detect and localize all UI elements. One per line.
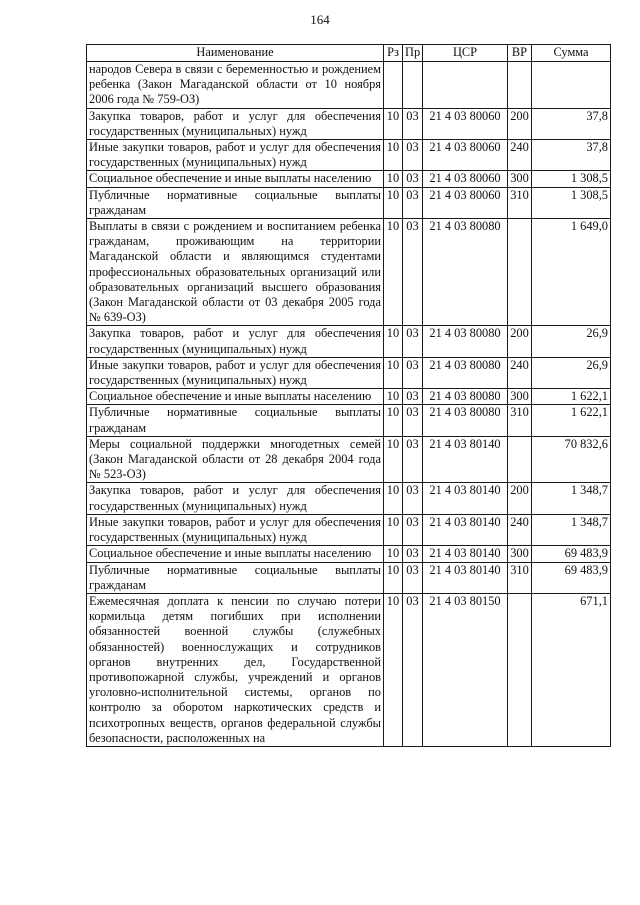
table-row (87, 140, 611, 171)
table-row (87, 357, 611, 388)
row-name: Публичные нормативные социальные выплаты гражданам (87, 187, 384, 218)
row-rz: 10 (384, 108, 403, 139)
row-pr (403, 62, 423, 109)
row-name: народов Севера в связи с беременностью и рождением ребенка (Закон Магаданской области от 10 ноября 2006 года № 759-ОЗ) (87, 62, 384, 109)
row-sum: 37,8 (532, 140, 611, 171)
table-row (87, 593, 611, 746)
row-rz: 10 (384, 357, 403, 388)
row-vr: 300 (508, 171, 532, 187)
row-rz: 10 (384, 546, 403, 562)
table-row (87, 436, 611, 483)
row-pr: 03 (403, 171, 423, 187)
row-rz (384, 62, 403, 109)
row-csr: 21 4 03 80080 (423, 389, 508, 405)
table-row (87, 514, 611, 545)
table-row (87, 187, 611, 218)
row-vr (508, 219, 532, 326)
row-vr: 300 (508, 389, 532, 405)
row-rz: 10 (384, 140, 403, 171)
budget-table (86, 44, 611, 747)
row-csr: 21 4 03 80060 (423, 187, 508, 218)
row-csr: 21 4 03 80140 (423, 436, 508, 483)
row-name: Ежемесячная доплата к пенсии по случаю потери кормильца детям погибших при исполнении обязанностей военной службы (служебных обязанностей) военнослужащих и сотрудников органов внутренних дел, Государственной противопожарной службы, учреждений и органов уголовно-исполнительной системы, органов по контролю за оборотом наркотических средств и психотропных веществ, органов федеральной службы безопасности, расположенных на (87, 593, 384, 746)
row-rz: 10 (384, 436, 403, 483)
row-rz: 10 (384, 326, 403, 357)
row-sum: 1 649,0 (532, 219, 611, 326)
header-vr: ВР (508, 45, 532, 62)
row-csr: 21 4 03 80060 (423, 108, 508, 139)
row-pr: 03 (403, 405, 423, 436)
row-sum: 26,9 (532, 326, 611, 357)
row-vr: 310 (508, 187, 532, 218)
row-pr: 03 (403, 219, 423, 326)
row-name: Социальное обеспечение и иные выплаты населению (87, 389, 384, 405)
row-csr: 21 4 03 80140 (423, 514, 508, 545)
row-pr: 03 (403, 483, 423, 514)
row-vr: 300 (508, 546, 532, 562)
row-name: Иные закупки товаров, работ и услуг для обеспечения государственных (муниципальных) нужд (87, 514, 384, 545)
row-pr: 03 (403, 140, 423, 171)
row-csr (423, 62, 508, 109)
row-name: Иные закупки товаров, работ и услуг для обеспечения государственных (муниципальных) нужд (87, 357, 384, 388)
header-pr: Пр (403, 45, 423, 62)
table-row (87, 219, 611, 326)
row-name: Закупка товаров, работ и услуг для обеспечения государственных (муниципальных) нужд (87, 483, 384, 514)
row-rz: 10 (384, 593, 403, 746)
row-csr: 21 4 03 80140 (423, 546, 508, 562)
row-vr: 310 (508, 405, 532, 436)
row-vr (508, 593, 532, 746)
row-sum: 1 622,1 (532, 405, 611, 436)
row-rz: 10 (384, 219, 403, 326)
row-name: Публичные нормативные социальные выплаты гражданам (87, 562, 384, 593)
row-name: Закупка товаров, работ и услуг для обеспечения государственных (муниципальных) нужд (87, 326, 384, 357)
row-csr: 21 4 03 80060 (423, 171, 508, 187)
row-rz: 10 (384, 514, 403, 545)
page-number: 164 (310, 12, 330, 27)
row-sum: 671,1 (532, 593, 611, 746)
table-header-row (87, 45, 611, 62)
row-rz: 10 (384, 562, 403, 593)
table-row (87, 546, 611, 562)
row-vr: 200 (508, 483, 532, 514)
row-name: Иные закупки товаров, работ и услуг для обеспечения государственных (муниципальных) нужд (87, 140, 384, 171)
row-sum: 69 483,9 (532, 562, 611, 593)
row-csr: 21 4 03 80060 (423, 140, 508, 171)
row-pr: 03 (403, 326, 423, 357)
row-pr: 03 (403, 187, 423, 218)
row-vr: 200 (508, 326, 532, 357)
header-csr: ЦСР (423, 45, 508, 62)
row-csr: 21 4 03 80080 (423, 405, 508, 436)
table-row (87, 171, 611, 187)
row-csr: 21 4 03 80080 (423, 219, 508, 326)
row-sum: 1 308,5 (532, 187, 611, 218)
row-sum: 70 832,6 (532, 436, 611, 483)
row-pr: 03 (403, 389, 423, 405)
row-rz: 10 (384, 171, 403, 187)
row-name: Социальное обеспечение и иные выплаты населению (87, 171, 384, 187)
row-rz: 10 (384, 389, 403, 405)
row-pr: 03 (403, 436, 423, 483)
table-row (87, 108, 611, 139)
row-pr: 03 (403, 108, 423, 139)
row-rz: 10 (384, 405, 403, 436)
row-csr: 21 4 03 80080 (423, 326, 508, 357)
row-pr: 03 (403, 546, 423, 562)
row-sum: 1 308,5 (532, 171, 611, 187)
row-rz: 10 (384, 483, 403, 514)
row-sum: 1 348,7 (532, 514, 611, 545)
row-vr: 310 (508, 562, 532, 593)
row-vr: 200 (508, 108, 532, 139)
header-name: Наименование (87, 45, 384, 62)
table-row (87, 405, 611, 436)
row-name: Закупка товаров, работ и услуг для обеспечения государственных (муниципальных) нужд (87, 108, 384, 139)
row-rz: 10 (384, 187, 403, 218)
row-csr: 21 4 03 80080 (423, 357, 508, 388)
row-pr: 03 (403, 514, 423, 545)
table-row (87, 562, 611, 593)
row-csr: 21 4 03 80140 (423, 483, 508, 514)
row-sum: 1 348,7 (532, 483, 611, 514)
header-sum: Сумма (532, 45, 611, 62)
row-sum (532, 62, 611, 109)
row-csr: 21 4 03 80140 (423, 562, 508, 593)
row-vr: 240 (508, 140, 532, 171)
table-row (87, 326, 611, 357)
row-pr: 03 (403, 562, 423, 593)
row-name: Выплаты в связи с рождением и воспитанием ребенка гражданам, проживающим на территории Магаданской области и являющимся студентами профессиональных образовательных организаций или образовательных организаций высшего образования (Закон Магаданской области от 03 декабря 2005 года № 639-ОЗ) (87, 219, 384, 326)
row-vr (508, 436, 532, 483)
row-pr: 03 (403, 357, 423, 388)
table-row (87, 62, 611, 109)
row-sum: 37,8 (532, 108, 611, 139)
row-name: Меры социальной поддержки многодетных семей (Закон Магаданской области от 28 декабря 2004 года № 523-ОЗ) (87, 436, 384, 483)
table-row (87, 483, 611, 514)
row-name: Публичные нормативные социальные выплаты гражданам (87, 405, 384, 436)
row-sum: 1 622,1 (532, 389, 611, 405)
row-vr (508, 62, 532, 109)
header-rz: Рз (384, 45, 403, 62)
row-vr: 240 (508, 357, 532, 388)
row-sum: 69 483,9 (532, 546, 611, 562)
row-vr: 240 (508, 514, 532, 545)
row-csr: 21 4 03 80150 (423, 593, 508, 746)
row-sum: 26,9 (532, 357, 611, 388)
row-name: Социальное обеспечение и иные выплаты населению (87, 546, 384, 562)
row-pr: 03 (403, 593, 423, 746)
table-row (87, 389, 611, 405)
